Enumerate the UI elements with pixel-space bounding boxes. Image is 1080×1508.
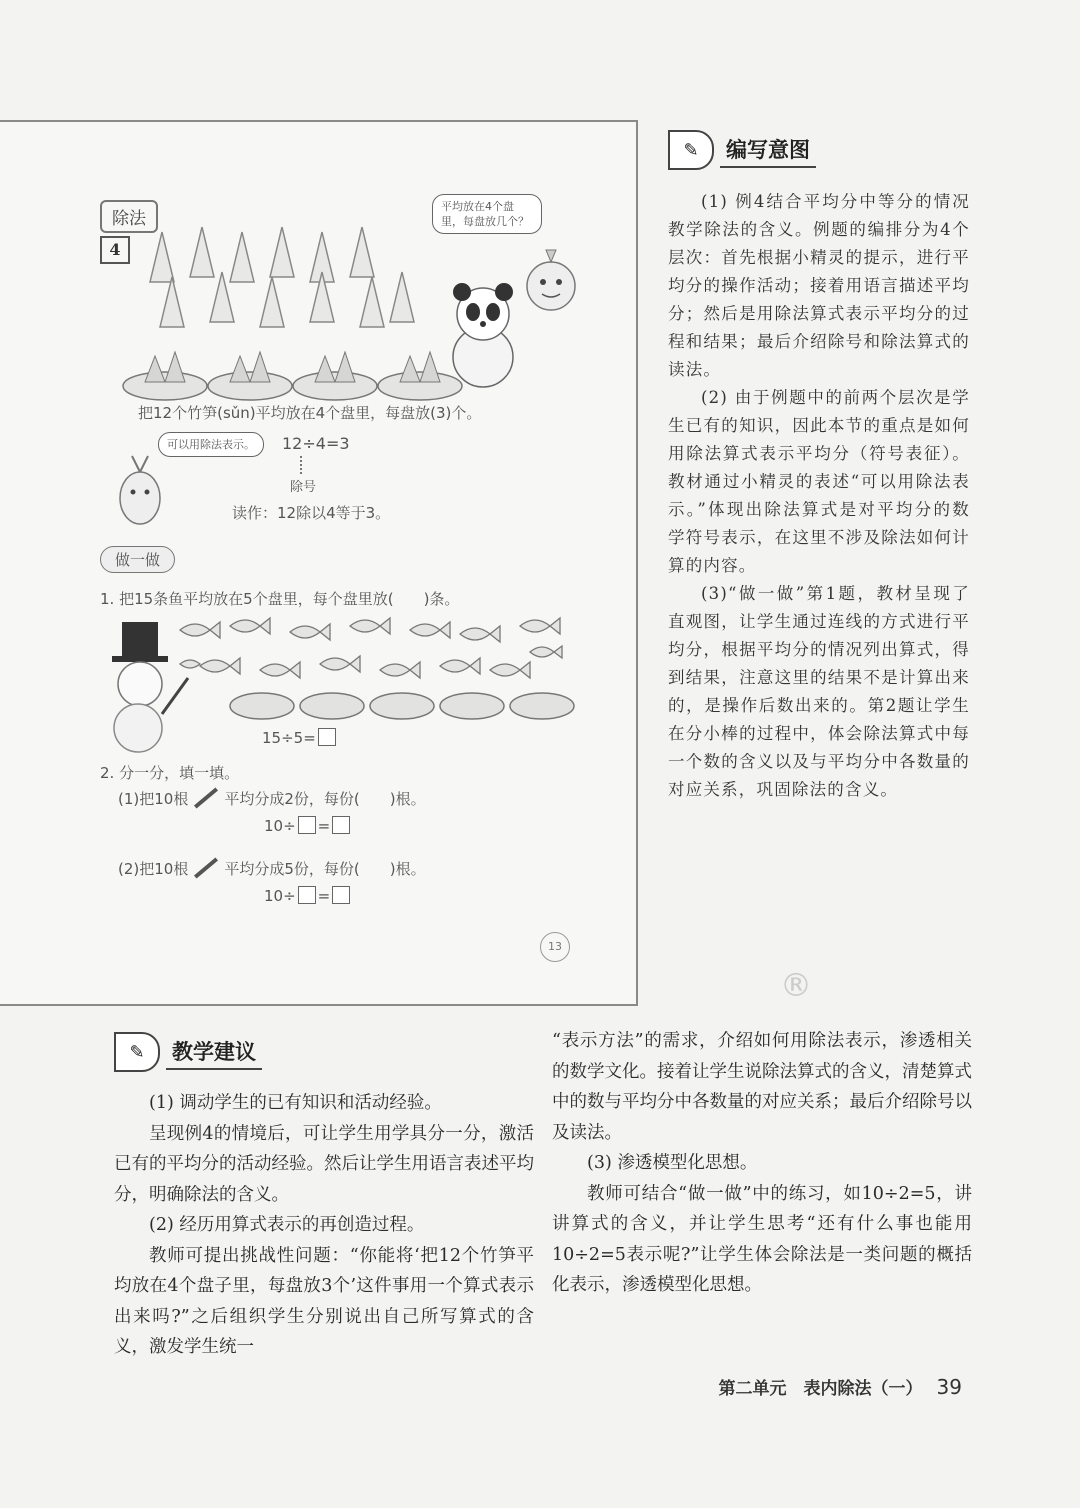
bubble-top: 平均放在4个盘里，每盘放几个？ <box>432 194 542 234</box>
page-footer <box>719 1374 962 1399</box>
answer-box[interactable] <box>298 886 316 904</box>
book-icon: ✎ <box>114 1032 160 1072</box>
problem-sentence: 把12个竹笋(sǔn)平均放在4个盘里，每盘放(3)个。 <box>138 404 482 422</box>
q2-part2-equation <box>264 886 352 905</box>
textbook-page-number: 13 <box>540 932 570 962</box>
answer-box[interactable] <box>332 886 350 904</box>
q2-title: 2. 分一分，填一填。 <box>100 764 240 782</box>
suggestion-paragraph: (1) 调动学生的已有知识和活动经验。 <box>149 1093 442 1113</box>
stick-icon <box>194 787 218 808</box>
suggestion-paragraph: 教师可提出挑战性问题：“你能将‘把12个竹笋平均放在4个盘子里，每盘放3个’这件事用一个算式表示出来吗?”之后组织学生分别说出自己所写算式的含义，激发学生统一 <box>114 1245 534 1357</box>
book-icon: ✎ <box>668 130 714 170</box>
intent-body <box>668 188 970 804</box>
suggestion-continuation: “表示方法”的需求，介绍如何用除法表示，渗透相关的数学文化。接着让学生说除法算式的含义，清楚算式中的数与平均分中各数量的对应关系；最后介绍除号以及读法。 <box>552 1031 972 1143</box>
read-as: 读作：12除以4等于3。 <box>232 504 391 522</box>
equation: 12÷4=3 <box>282 434 350 453</box>
answer-box[interactable] <box>298 816 316 834</box>
q2-part1-equation <box>264 816 352 835</box>
unit-title: 第二单元 表内除法（一） <box>718 1379 923 1399</box>
suggestion-paragraph: 教师可结合“做一做”中的练习，如10÷2=5，讲讲算式的含义，并让学生思考“还有什么事也能用10÷2=5表示呢?”让学生体会除法是一类问题的概括化表示，渗透模型化思想。 <box>552 1183 972 1295</box>
q2-part2-eq-b: = <box>317 887 331 905</box>
example-number: 4 <box>100 236 130 264</box>
suggestions-header <box>114 1032 262 1072</box>
stick-icon <box>194 857 218 878</box>
q2-part2-eq-a: 10÷ <box>264 887 296 905</box>
bamboo-shoots-illustration <box>140 222 420 332</box>
suggestions-right-column <box>552 1026 972 1301</box>
intent-header-label: 编写意图 <box>720 132 816 168</box>
q2-part1-eq-b: = <box>317 817 331 835</box>
bubble-middle: 可以用除法表示。 <box>158 432 264 457</box>
textbook-excerpt <box>0 120 638 1006</box>
q2-part1 <box>118 788 426 809</box>
answer-box[interactable] <box>318 728 336 746</box>
q2-part1-eq-a: 10÷ <box>264 817 296 835</box>
intent-paragraph: (2) 由于例题中的前两个层次是学生已有的知识，因此本节的重点是如何用除法算式表示平均分（符号表征）。教材通过小精灵的表述“可以用除法表示。”体现出除法算式是对平均分的数学符号表示，在这里不涉及除法如何计算的内容。 <box>668 388 970 575</box>
intent-paragraph: (1) 例4结合平均分中等分的情况教学除法的含义。例题的编排分为4个层次：首先根据小精灵的提示，进行平均分的操作活动；接着用语言描述平均分；然后是用除法算式表示平均分的过程和结果；最后介绍除号和除法算式的读法。 <box>668 192 970 379</box>
q1-text: 1. 把15条鱼平均放在5个盘里，每个盘里放( )条。 <box>100 590 460 608</box>
suggestions-left-column <box>114 1088 534 1363</box>
fish-illustration <box>170 612 570 692</box>
q2-part2-a: (2)把10根 <box>118 860 189 878</box>
q1-equation-text: 15÷5= <box>262 729 316 747</box>
suggestion-paragraph: 呈现例4的情境后，可让学生用学具分一分，激活已有的平均分的活动经验。然后让学生用语言表述平均分，明确除法的含义。 <box>114 1123 534 1205</box>
q2-part2 <box>118 858 426 879</box>
q2-part1-b: 平均分成2份，每份( )根。 <box>224 790 426 808</box>
suggestion-paragraph: (3) 渗透模型化思想。 <box>587 1153 758 1173</box>
answer-box[interactable] <box>332 816 350 834</box>
empty-plates <box>228 688 578 724</box>
q1-equation <box>262 728 338 747</box>
intent-header <box>668 130 816 170</box>
q2-part2-b: 平均分成5份，每份( )根。 <box>224 860 426 878</box>
suggestion-paragraph: (2) 经历用算式表示的再创造过程。 <box>149 1215 425 1235</box>
q2-part1-a: (1)把10根 <box>118 790 189 808</box>
intent-paragraph: (3)“做一做”第1题，教材呈现了直观图，让学生通过连线的方式进行平均分，根据平均分的情况列出算式，得到结果，注意这里的结果不是计算出来的，是操作后数出来的。第2题让学生在分小棒的过程中，体会除法算式中每一个数的含义以及与平均分中各数量的对应关系，巩固除法的含义。 <box>668 584 970 799</box>
sprite-icon <box>110 452 170 532</box>
pointer-line <box>300 456 304 474</box>
suggestions-header-label: 教学建议 <box>166 1034 262 1070</box>
division-tag: 除法 <box>100 200 158 233</box>
plates-with-shoots <box>120 344 470 404</box>
practice-label: 做一做 <box>100 546 175 573</box>
watermark: ® <box>780 966 812 1004</box>
page-number: 39 <box>936 1375 962 1399</box>
divide-sign-label: 除号 <box>290 480 317 495</box>
